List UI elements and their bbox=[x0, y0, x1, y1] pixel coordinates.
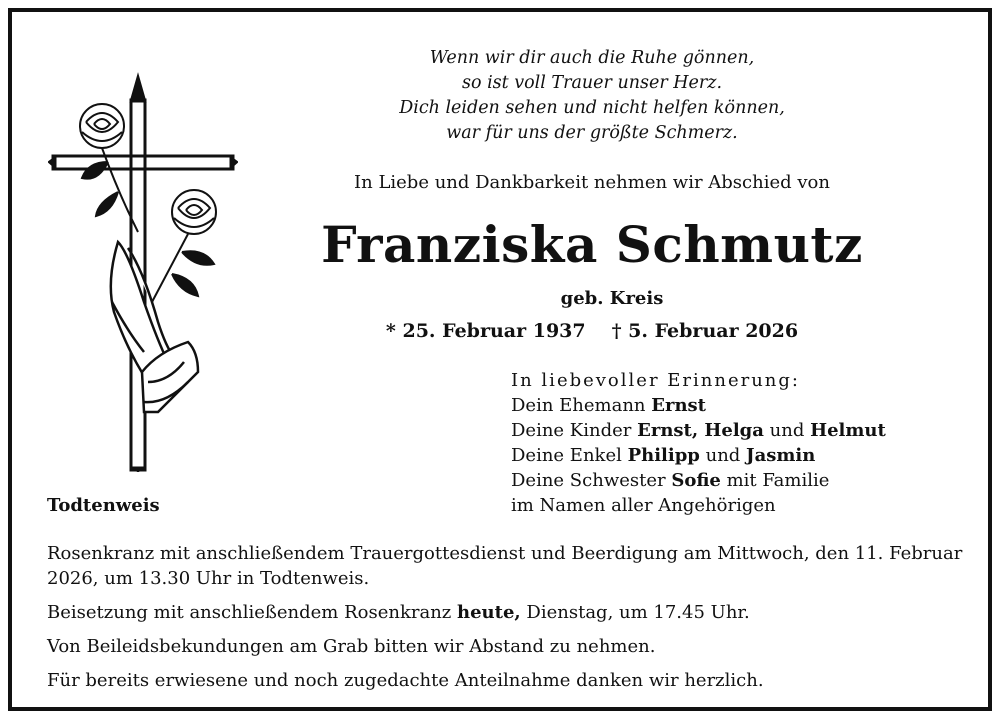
mourners-list bbox=[511, 368, 981, 518]
birth-name: geb. Kreis bbox=[560, 288, 664, 309]
mourner-name: Sofie bbox=[671, 470, 721, 491]
rosary-funeral-info: Rosenkranz mit anschließendem Trauergottesdienst und Beerdigung am Mittwoch, den 11. Februar 2026, um 13.30 Uhr in Todtenweis. bbox=[47, 543, 963, 589]
poem-line: Wenn wir dir auch die Ruhe gönnen, bbox=[429, 48, 755, 68]
mourner-line-spouse bbox=[511, 393, 981, 418]
urn-highlight: heute, bbox=[457, 602, 521, 623]
deceased-name: Franziska Schmutz bbox=[321, 215, 863, 274]
mourners-heading: In liebevoller Erinnerung: bbox=[511, 370, 800, 391]
mourner-joiner: und bbox=[699, 445, 747, 466]
poem-line: so ist voll Trauer unser Herz. bbox=[461, 73, 723, 93]
mourner-name: Helmut bbox=[810, 420, 886, 441]
farewell-intro: In Liebe und Dankbarkeit nehmen wir Abschied von bbox=[354, 172, 830, 193]
service-details bbox=[47, 541, 967, 702]
praying-hands-icon bbox=[111, 242, 198, 412]
birth-date: * 25. Februar 1937 bbox=[385, 320, 586, 342]
poem-line: war für uns der größte Schmerz. bbox=[446, 123, 738, 143]
mourner-prefix: Dein Ehemann bbox=[511, 395, 652, 416]
mourner-line-grandchildren bbox=[511, 443, 981, 468]
urn-text: Dienstag, um 17.45 Uhr. bbox=[520, 602, 750, 623]
obituary-frame bbox=[8, 8, 992, 711]
mourner-line-sister bbox=[511, 468, 981, 493]
mourner-line-closing: im Namen aller Angehörigen bbox=[511, 495, 776, 516]
mourner-prefix: Deine Enkel bbox=[511, 445, 628, 466]
memorial-poem bbox=[302, 46, 882, 146]
mourner-joiner: und bbox=[763, 420, 811, 441]
mourner-line-children bbox=[511, 418, 981, 443]
mourner-name: Ernst bbox=[651, 395, 706, 416]
mourner-suffix: mit Familie bbox=[720, 470, 830, 491]
mourner-name: Ernst, Helga bbox=[637, 420, 764, 441]
mourner-name: Philipp bbox=[627, 445, 700, 466]
urn-text: Beisetzung mit anschließendem Rosenkranz bbox=[47, 602, 458, 623]
mourner-prefix: Deine Schwester bbox=[511, 470, 672, 491]
mourner-prefix: Deine Kinder bbox=[511, 420, 638, 441]
cross-roses-praying-hands-icon bbox=[48, 52, 238, 472]
place-name: Todtenweis bbox=[47, 495, 160, 516]
rose-icon bbox=[152, 190, 216, 302]
life-dates bbox=[312, 320, 872, 342]
poem-line: Dich leiden sehen und nicht helfen können, bbox=[399, 98, 785, 118]
condolence-note: Von Beileidsbekundungen am Grab bitten wir Abstand zu nehmen. bbox=[47, 636, 656, 657]
thanks-note: Für bereits erwiesene und noch zugedachte Anteilnahme danken wir herzlich. bbox=[47, 670, 764, 691]
urn-burial-info bbox=[47, 600, 967, 625]
death-date: † 5. Februar 2026 bbox=[611, 320, 799, 342]
mourner-name: Jasmin bbox=[746, 445, 816, 466]
